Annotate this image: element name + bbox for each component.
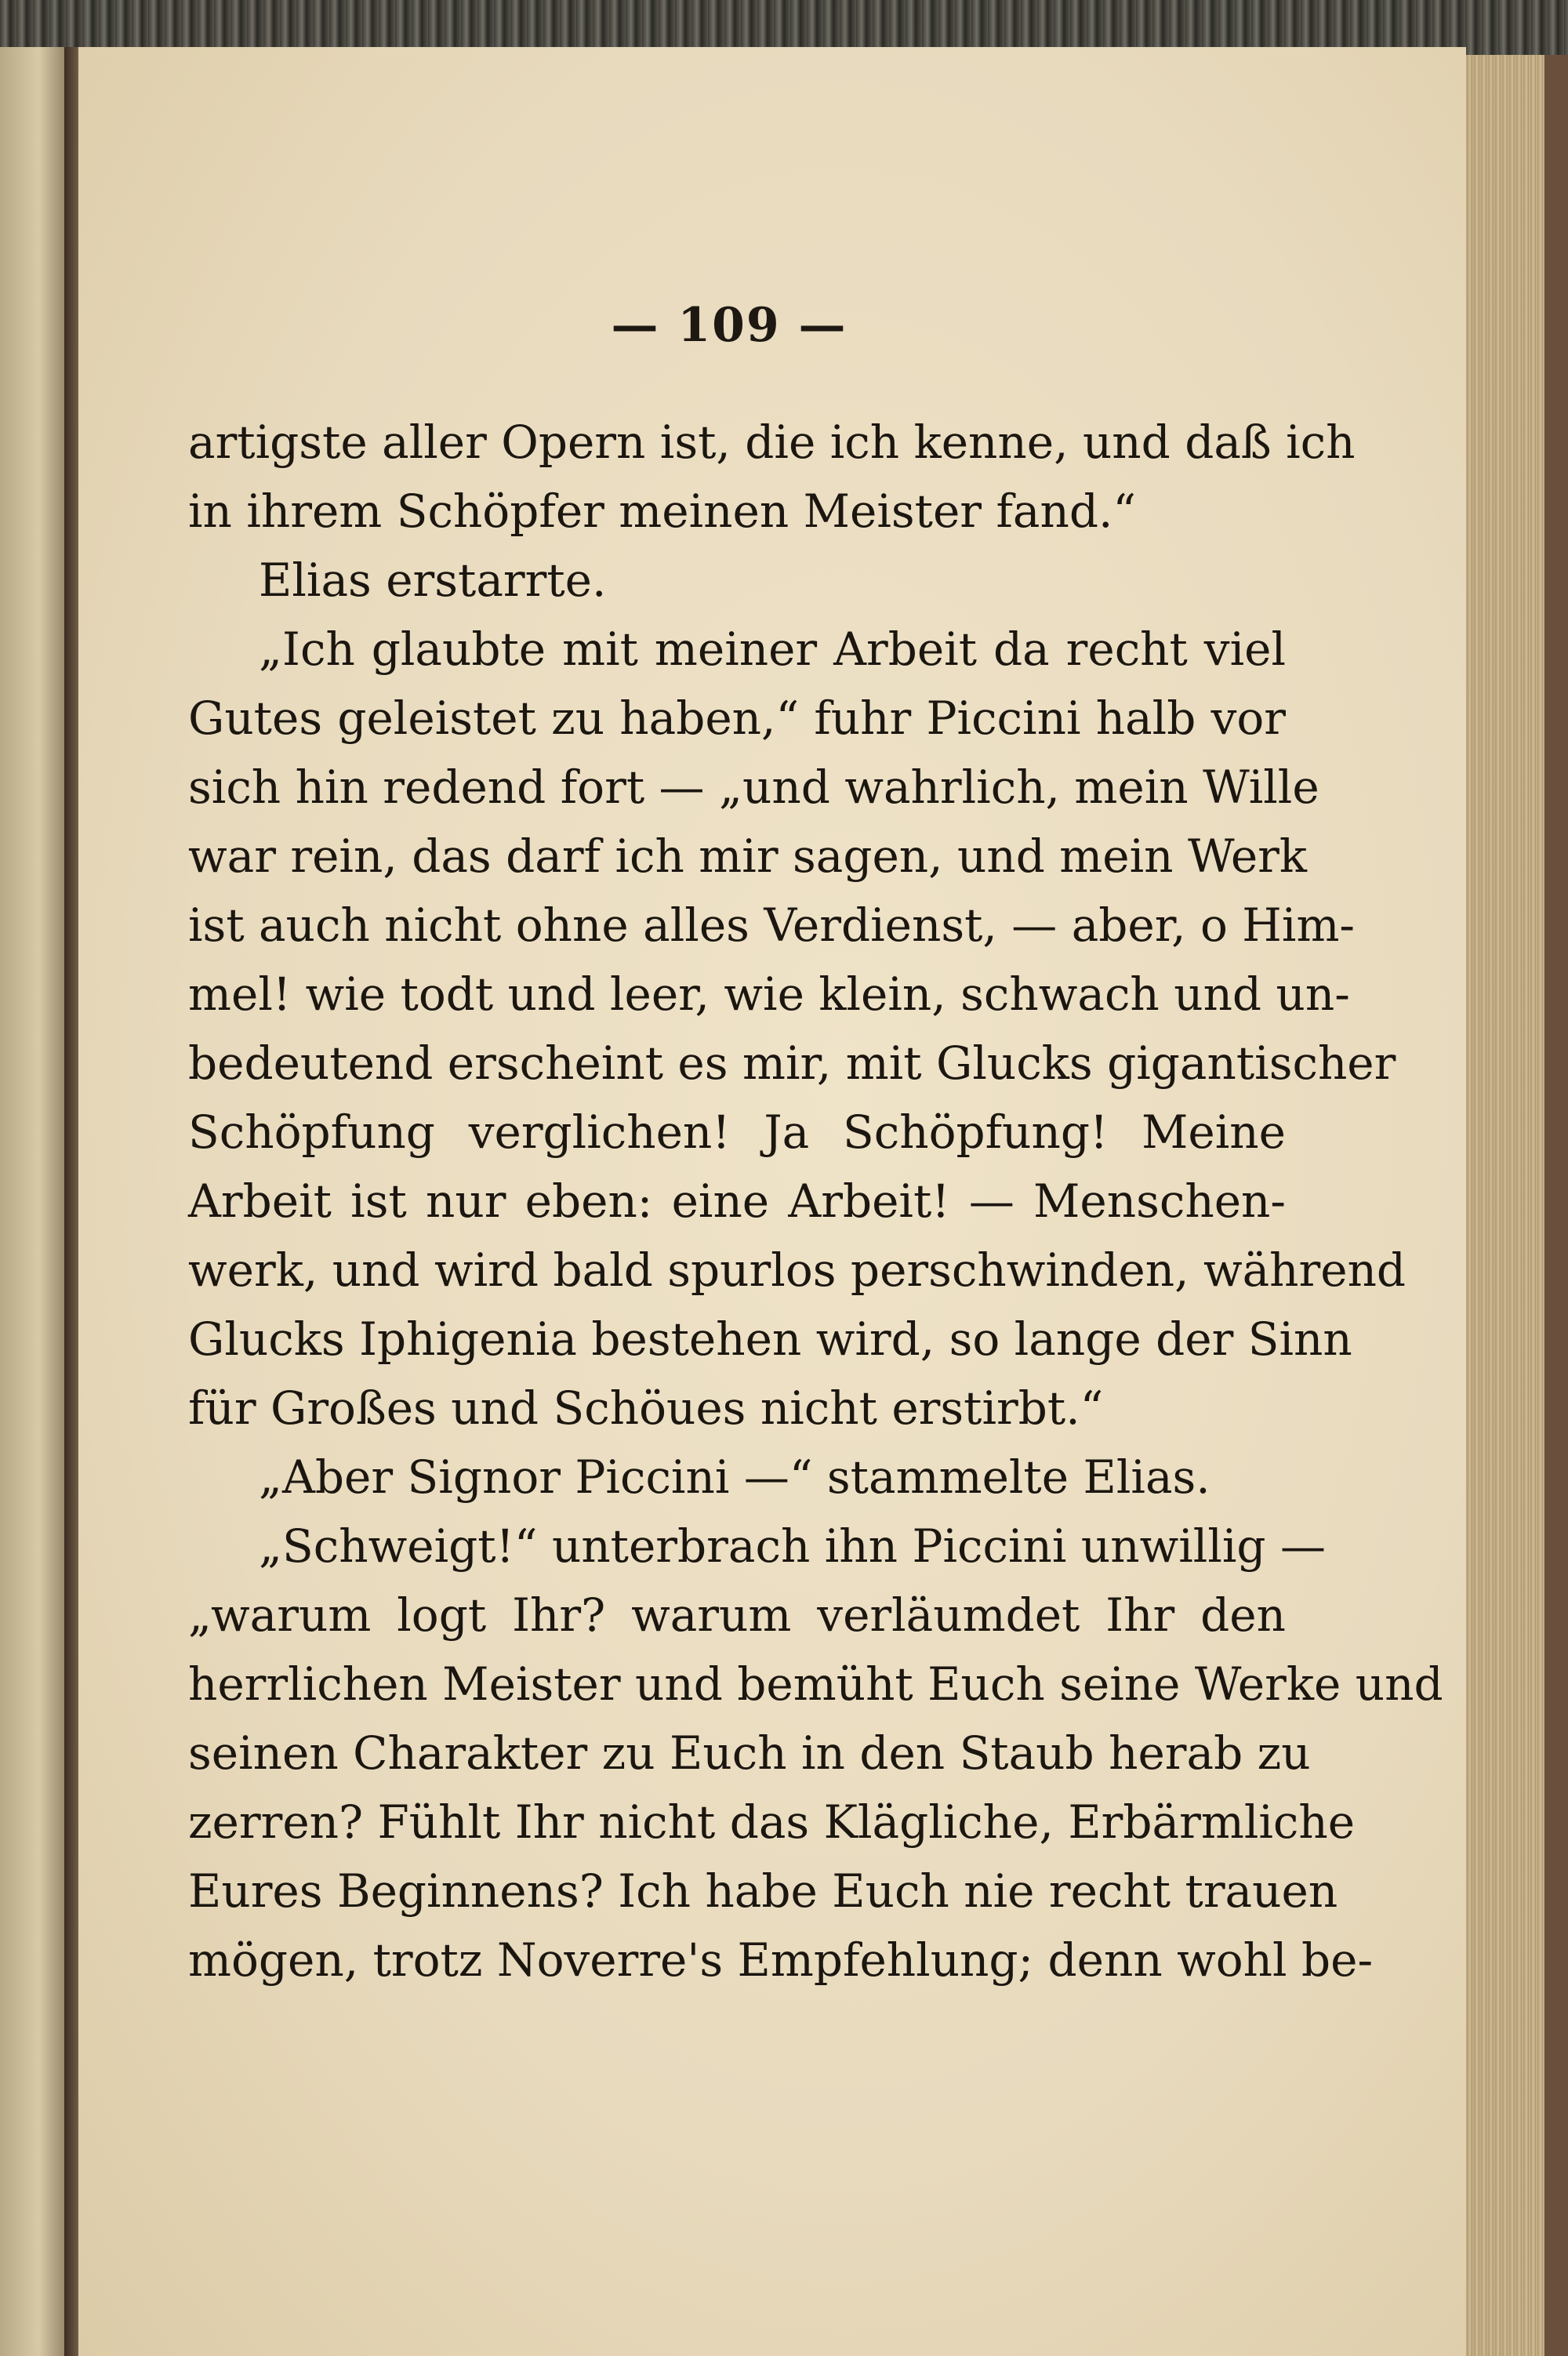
text-line: seinen Charakter zu Euch in den Staub herab zu <box>188 1726 1311 1780</box>
facing-page-edge <box>0 47 71 2356</box>
text-line: Glucks Iphigenia bestehen wird, so lange der Sinn <box>188 1312 1352 1366</box>
text-line: für Großes und Schöues nicht erstirbt.“ <box>188 1381 1104 1435</box>
text-line: zerren? Fühlt Ihr nicht das Klägliche, Erbärmliche <box>188 1795 1356 1849</box>
text-line: Eures Beginnens? Ich habe Euch nie recht trauen <box>188 1864 1338 1918</box>
text-line: mögen, trotz Noverre's Empfehlung; denn wohl be- <box>188 1933 1374 1987</box>
text-line: mel! wie todt und leer, wie klein, schwach und un- <box>188 967 1350 1021</box>
text-line: Schöpfung verglichen! Ja Schöpfung! Meine <box>188 1105 1286 1159</box>
text-line: sich hin redend fort — „und wahrlich, mein Wille <box>188 761 1319 814</box>
text-line: „warum logt Ihr? warum verläumdet Ihr den <box>188 1588 1286 1642</box>
text-line: Elias erstarrte. <box>259 554 607 607</box>
text-line: werk, und wird bald spurlos perschwinden, während <box>188 1243 1406 1297</box>
text-line: Arbeit ist nur eben: eine Arbeit! — Menschen- <box>188 1174 1286 1228</box>
text-line: in ihrem Schöpfer meinen Meister fand.“ <box>188 485 1137 538</box>
text-line: Gutes geleistet zu haben,“ fuhr Piccini halb vor <box>188 692 1286 745</box>
page-block-edge <box>1458 55 1568 2356</box>
page-number: — 109 — <box>611 298 848 353</box>
text-line: „Aber Signor Piccini —“ stammelte Elias. <box>259 1450 1210 1504</box>
text-line: bedeutend erscheint es mir, mit Glucks gigantischer <box>188 1036 1396 1090</box>
text-line: „Schweigt!“ unterbrach ihn Piccini unwillig — <box>259 1519 1326 1573</box>
text-line: war rein, das darf ich mir sagen, und mein Werk <box>188 830 1308 883</box>
text-line: ist auch nicht ohne alles Verdienst, — aber, o Him- <box>188 898 1356 952</box>
text-line: herrlichen Meister und bemüht Euch seine Werke und <box>188 1657 1443 1711</box>
text-line: „Ich glaubte mit meiner Arbeit da recht viel <box>259 623 1286 676</box>
body-text <box>188 408 1443 1995</box>
text-line: artigste aller Opern ist, die ich kenne, und daß ich <box>188 416 1356 469</box>
